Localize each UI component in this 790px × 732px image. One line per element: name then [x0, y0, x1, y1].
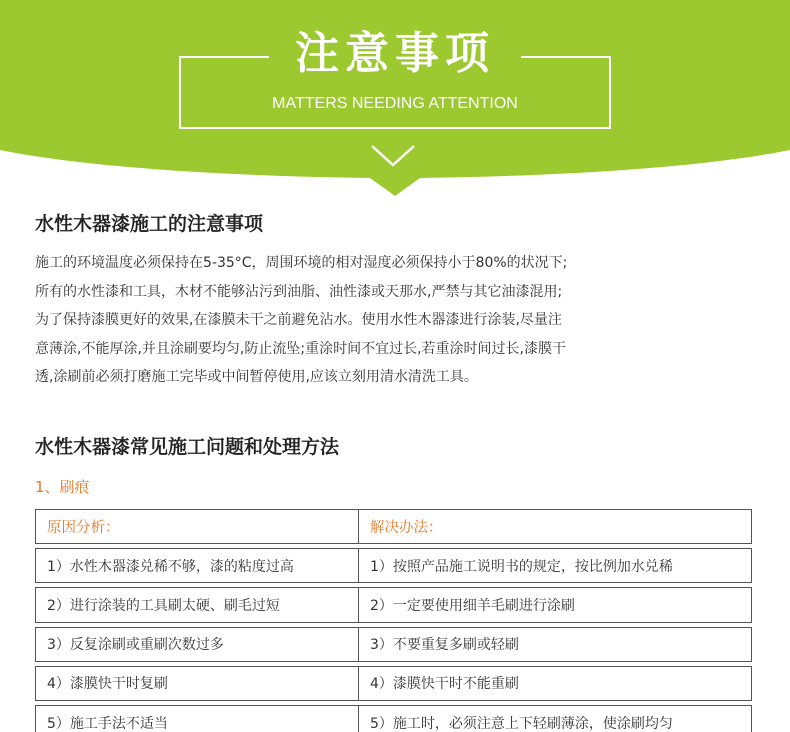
table-row	[36, 627, 752, 661]
paragraph-line: 施工的环境温度必须保持在5-35°C，周围环境的相对湿度必须保持小于80%的状况下;	[35, 255, 568, 271]
cause-cell: 1）水性木器漆兑稀不够，漆的粘度过高	[36, 549, 359, 583]
solution-cell: 1）按照产品施工说明书的规定，按比例加水兑稀	[359, 549, 752, 583]
table-row	[36, 588, 752, 622]
cause-cell: 3）反复涂刷或重刷次数过多	[36, 627, 359, 661]
table-row	[36, 549, 752, 583]
section-heading-problems: 水性木器漆常见施工问题和处理方法	[35, 436, 340, 458]
banner-subtitle: MATTERS NEEDING ATTENTION	[272, 95, 518, 112]
solution-cell: 5）施工时，必须注意上下轻刷薄涂，使涂刷均匀	[359, 705, 752, 732]
paragraph-line: 为了保持漆膜更好的效果,在漆膜未干之前避免沾水。使用水性木器漆进行涂装,尽量注	[35, 312, 562, 328]
table-row	[36, 666, 752, 700]
cause-cell: 5）施工手法不适当	[36, 705, 359, 732]
solution-cell: 3）不要重复多刷或轻刷	[359, 627, 752, 661]
solution-cell: 2）一定要使用细羊毛刷进行涂刷	[359, 588, 752, 622]
precautions-paragraph	[35, 249, 725, 392]
header-solution: 解决办法：	[359, 510, 752, 544]
table-row	[36, 705, 752, 732]
header-banner	[0, 0, 790, 200]
banner-title: 注意事项	[295, 28, 495, 79]
paragraph-line: 意薄涂,不能厚涂,并且涂刷要均匀,防止流坠;重涂时间不宜过长,若重涂时间过长,漆膜干	[35, 340, 566, 357]
problem-solution-table	[35, 509, 752, 732]
header-cause: 原因分析：	[36, 510, 359, 544]
paragraph-line: 透,涂刷前必须打磨施工完毕或中间暂停使用,应该立刻用清水清洗工具。	[35, 369, 478, 385]
table-header-row	[36, 510, 752, 544]
section-heading-precautions: 水性木器漆施工的注意事项	[35, 213, 264, 235]
cause-cell: 4）漆膜快干时复刷	[36, 666, 359, 700]
paragraph-line: 所有的水性漆和工具，木材不能够沾污到油脂、油性漆或天那水,严禁与其它油漆混用;	[35, 283, 563, 300]
solution-cell: 4）漆膜快干时不能重刷	[359, 666, 752, 700]
sub-heading-brush-marks: 1、刷痕	[35, 478, 90, 496]
cause-cell: 2）进行涂装的工具刷太硬、刷毛过短	[36, 588, 359, 622]
